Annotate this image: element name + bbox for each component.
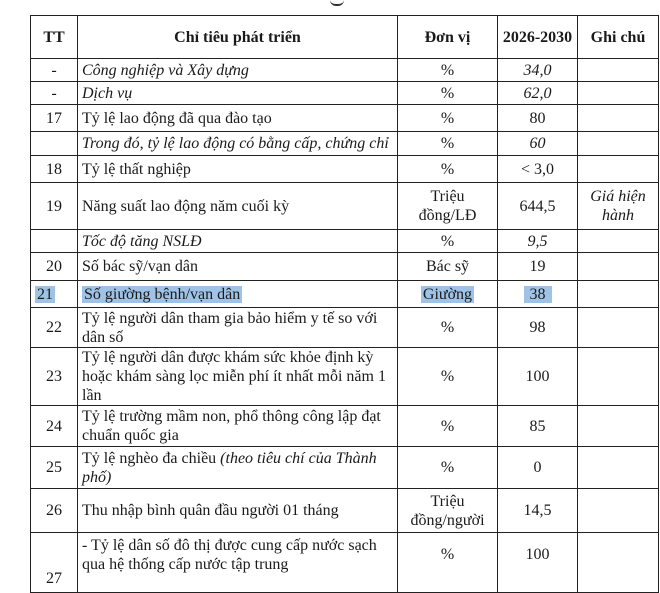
tt-highlight: 21 [37,285,53,303]
row-tt: 25 [31,447,78,489]
table-row [31,105,659,132]
note-line-1: Giá hiện [590,188,646,205]
row-note [578,59,659,82]
table-row [31,82,659,105]
row-tt: 20 [31,253,78,281]
row-indicator: Tỷ lệ thất nghiệp [78,156,398,183]
row-note [578,230,659,253]
row-tt: 26 [31,489,78,533]
row-tt: 27 [31,533,78,593]
row-tt [31,132,78,156]
row-indicator [78,281,398,308]
row-indicator: Trong đó, tỷ lệ lao động có bằng cấp, chứng chỉ [78,132,398,156]
table-row [31,253,659,281]
header-indicator: Chỉ tiêu phát triển [78,16,398,59]
row-indicator: Thu nhập bình quân đầu người 01 tháng [78,489,398,533]
header-note: Ghi chú [578,16,659,59]
row-note [578,105,659,132]
table-row [31,533,659,593]
row-unit: % [398,230,498,253]
row-unit: % [398,348,498,406]
row-value: 85 [498,406,578,447]
table-row-highlighted [31,281,659,308]
page-top-mark [330,0,344,6]
indicator-italic-note: (theo tiêu chí của Thành phố) [82,449,377,486]
row-unit [398,489,498,533]
row-value: 80 [498,105,578,132]
row-indicator: - Tỷ lệ dân số đô thị được cung cấp nước sạch qua hệ thống cấp nước tập trung [78,533,398,593]
table-row [31,348,659,406]
table-row [31,132,659,156]
row-unit: Bác sỹ [398,253,498,281]
row-unit: % [398,308,498,348]
row-indicator: Tỷ lệ người dân tham gia bảo hiểm y tế so với dân số [78,308,398,348]
row-unit: % [398,156,498,183]
row-note [578,447,659,489]
row-unit [398,183,498,230]
row-tt: 24 [31,406,78,447]
unit-line-1: Triệu [430,188,465,205]
row-value: 60 [498,132,578,156]
row-value: 100 [498,533,578,593]
row-value: 644,5 [498,183,578,230]
header-tt: TT [31,16,78,59]
row-tt [31,230,78,253]
row-indicator: Công nghiệp và Xây dựng [78,59,398,82]
row-value: < 3,0 [498,156,578,183]
row-indicator: Tỷ lệ trường mầm non, phổ thông công lập đạt chuẩn quốc gia [78,406,398,447]
table-row [31,308,659,348]
row-indicator: Tỷ lệ người dân được khám sức khỏe định kỳ hoặc khám sàng lọc miễn phí ít nhất mỗi năm 1 lần [78,348,398,406]
header-period: 2026-2030 [498,16,578,59]
row-tt: 23 [31,348,78,406]
row-note [578,156,659,183]
row-note [578,253,659,281]
row-unit [398,281,498,308]
row-tt: 22 [31,308,78,348]
row-note [578,132,659,156]
row-value [498,281,578,308]
development-indicators-table [30,15,659,593]
row-value: 9,5 [498,230,578,253]
row-indicator: Tốc độ tăng NSLĐ [78,230,398,253]
note-line-2: hành [602,207,634,224]
row-note [578,348,659,406]
row-value: 34,0 [498,59,578,82]
row-unit: % [398,59,498,82]
table-row [31,447,659,489]
row-note [578,406,659,447]
table-row [31,230,659,253]
row-note [578,82,659,105]
unit-line-2: đồng/LĐ [418,207,477,224]
row-unit: % [398,406,498,447]
row-unit: % [398,447,498,489]
row-indicator: Tỷ lệ lao động đã qua đào tạo [78,105,398,132]
row-value: 0 [498,447,578,489]
row-tt: 17 [31,105,78,132]
row-value: 19 [498,253,578,281]
value-highlight: 38 [524,286,552,303]
indicator-highlight: Số giường bệnh/vạn dân [84,285,241,303]
table-header-row [31,16,659,59]
row-tt: 18 [31,156,78,183]
row-value: 62,0 [498,82,578,105]
row-tt [31,281,78,308]
header-unit: Đơn vị [398,16,498,59]
row-note [578,308,659,348]
row-note [578,281,659,308]
table-row [31,59,659,82]
row-unit: % [398,82,498,105]
table-row [31,156,659,183]
unit-line-2: đồng/người [410,511,485,529]
unit-line-1: Triệu [430,492,465,510]
row-unit: % [398,132,498,156]
row-note [578,533,659,593]
row-value: 14,5 [498,489,578,533]
indicator-text: Tỷ lệ nghèo đa chiều [82,449,217,467]
row-indicator [78,447,398,489]
table-row [31,406,659,447]
row-value: 100 [498,348,578,406]
row-unit: % [398,533,498,593]
row-unit: % [398,105,498,132]
row-value: 98 [498,308,578,348]
row-tt: - [31,82,78,105]
row-note [578,183,659,230]
row-indicator: Năng suất lao động năm cuối kỳ [78,183,398,230]
row-tt: 19 [31,183,78,230]
row-indicator: Dịch vụ [78,82,398,105]
row-tt: - [31,59,78,82]
table-row [31,489,659,533]
row-indicator: Số bác sỹ/vạn dân [78,253,398,281]
unit-highlight: Giường [422,285,473,303]
row-note [578,489,659,533]
table-row [31,183,659,230]
